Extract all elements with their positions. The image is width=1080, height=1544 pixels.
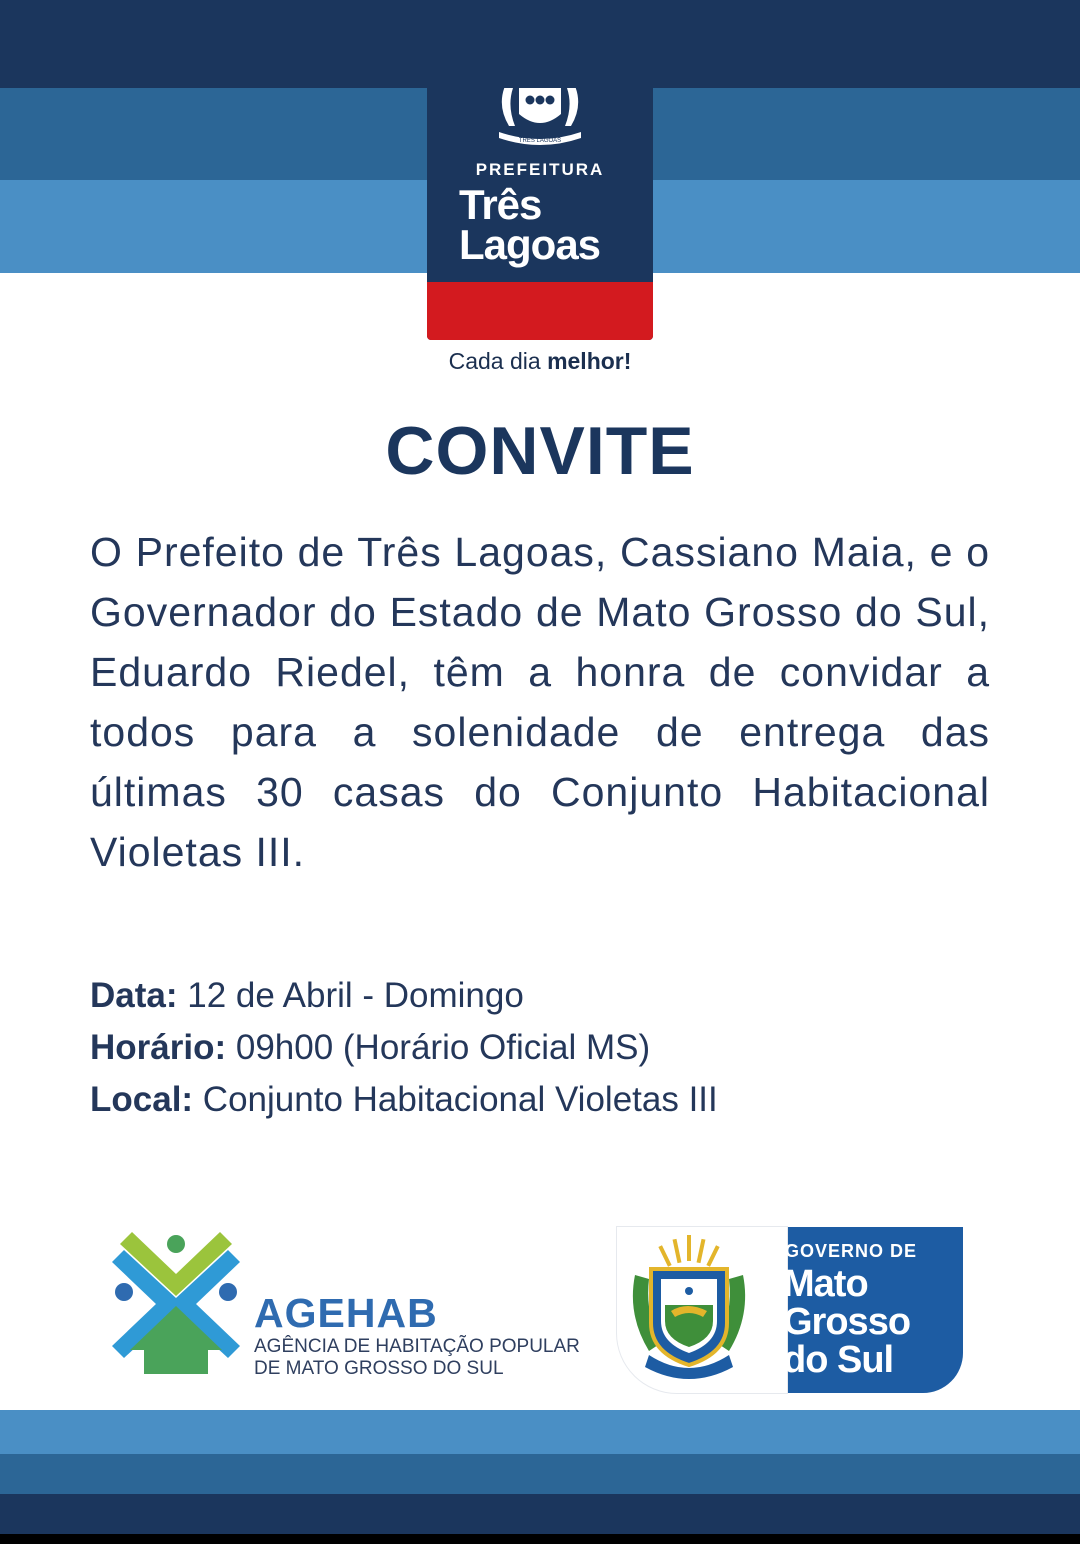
slogan-bold: melhor!	[547, 348, 632, 374]
date-label: Data:	[90, 976, 178, 1015]
slogan	[0, 348, 1080, 375]
slogan-prefix: Cada dia	[448, 348, 548, 374]
footer-band-black	[0, 1534, 1080, 1544]
city-crest-icon	[479, 88, 601, 148]
gov-state-line2: Grosso	[783, 1301, 911, 1343]
time-value: 09h00 (Horário Oficial MS)	[226, 1028, 651, 1067]
place-row	[90, 1074, 990, 1126]
event-details	[90, 970, 990, 1126]
date-row	[90, 970, 990, 1022]
gov-state-line3: do Sul	[783, 1339, 894, 1381]
place-value: Conjunto Habitacional Violetas III	[193, 1080, 718, 1119]
footer-band-dark	[0, 1494, 1080, 1534]
footer-band-mid	[0, 1454, 1080, 1494]
gov-state-line1: Mato	[783, 1263, 868, 1305]
city-name-line2: Lagoas	[459, 221, 601, 268]
agehab-name: AGEHAB	[254, 1290, 438, 1336]
invite-body: O Prefeito de Três Lagoas, Cassiano Maia, e o Governador do Estado de Mato Grosso do Sul, Eduardo Riedel, têm a honra de convidar a todos para a solenidade de entrega das últimas 30 casas do Conjunto Habitacional Violetas III.	[90, 529, 990, 875]
place-label: Local:	[90, 1080, 194, 1119]
ms-coat-of-arms-icon	[627, 1235, 751, 1385]
agehab-subtitle-line1: AGÊNCIA DE HABITAÇÃO POPULAR	[254, 1336, 580, 1357]
time-label: Horário:	[90, 1028, 227, 1067]
agehab-emblem-icon	[112, 1232, 242, 1382]
prefeitura-logo	[427, 88, 653, 340]
time-row	[90, 1022, 990, 1074]
invite-title: CONVITE	[385, 413, 695, 489]
footer-band-light	[0, 1410, 1080, 1454]
crest-banner-text: TRÊS LAGOAS	[518, 138, 562, 144]
city-name-line1: Três	[459, 181, 542, 228]
date-value: 12 de Abril - Domingo	[177, 976, 524, 1015]
prefeitura-label: PREFEITURA	[475, 160, 605, 179]
gov-label: GOVERNO DE	[785, 1241, 918, 1261]
logo-red-bar	[427, 282, 653, 340]
agehab-logo	[112, 1232, 582, 1382]
governo-ms-logo	[617, 1227, 963, 1393]
agehab-subtitle-line2: DE MATO GROSSO DO SUL	[254, 1358, 504, 1379]
header-band-dark	[0, 0, 1080, 88]
